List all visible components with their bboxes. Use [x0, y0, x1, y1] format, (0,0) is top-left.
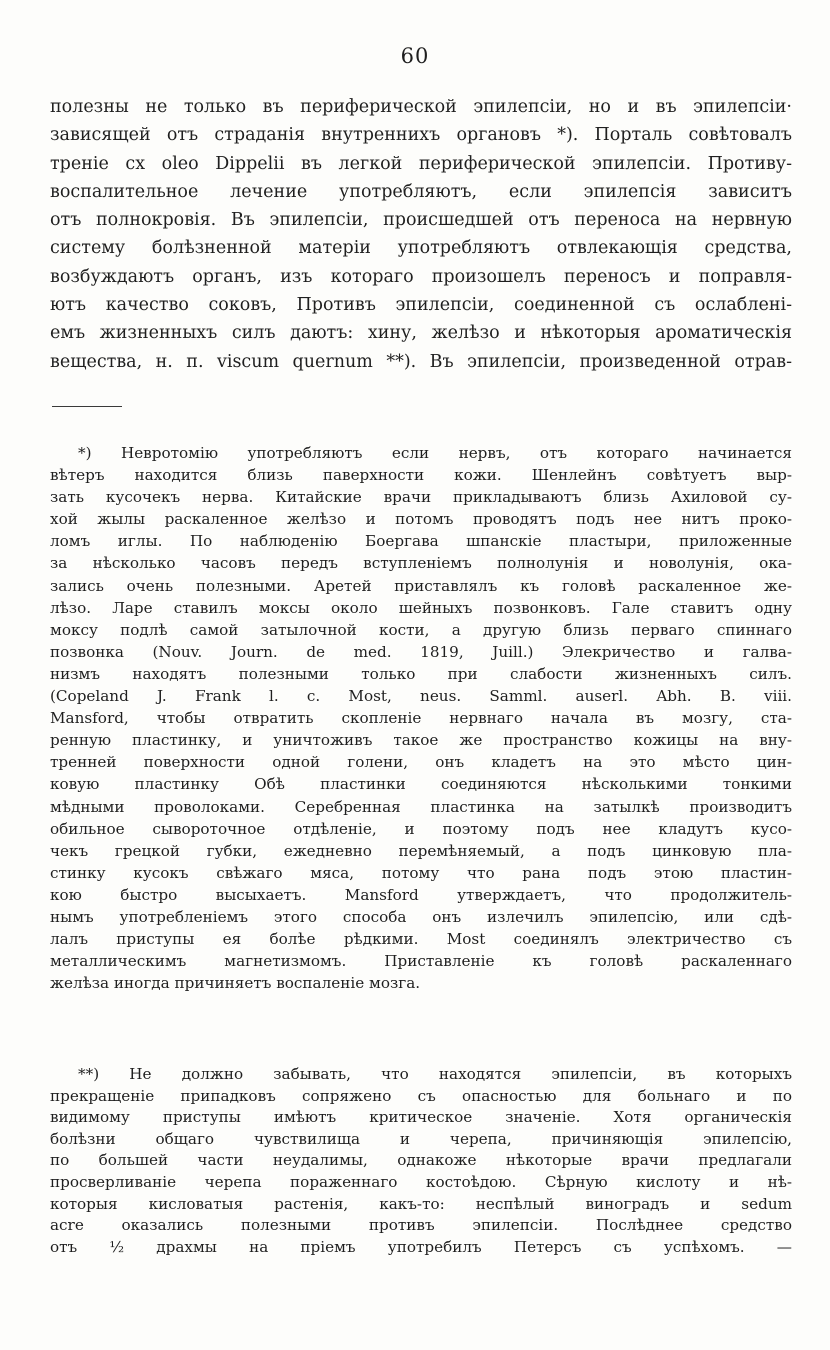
footnote-separator [52, 406, 122, 407]
footnote-line: тренней поверхности одной голени, онъ кладетъ на это мѣсто цин- [50, 753, 792, 772]
footnote-1 [50, 442, 792, 994]
footnote-line: **) Не должно забывать, что находятся эпилепсіи, въ которыхъ [78, 1065, 792, 1083]
footnote-line: хой жылы раскаленное желѣзо и потомъ проводятъ подъ нее нитъ проко- [50, 510, 792, 529]
footnote-line: отъ ½ драхмы на пріемъ употребилъ Петерсъ съ успѣхомъ. — [50, 1237, 792, 1256]
main-text-line: воспалительное лечение употребляютъ, если эпилепсія зависитъ [50, 181, 792, 202]
main-text-line: треніе сх oleo Dippelii въ легкой периферической эпилепсіи. Противу- [50, 153, 792, 174]
footnote-line: (Copeland J. Frank l. c. Most, neus. Samml. auserl. Abh. B. viii. [50, 687, 792, 706]
main-text-line: вещества, н. п. viscum quernum **). Въ эпилепсіи, произведенной отрав- [50, 351, 792, 372]
page-number: 60 [400, 44, 430, 68]
main-text-line: систему болѣзненной матеріи употребляютъ отвлекающія средства, [50, 238, 792, 259]
footnote-line: желѣза иногда причиняетъ воспаленіе мозга. [50, 974, 421, 993]
footnote-line: прекращеніе припадковъ сопряжено съ опасностью для больнаго и по [50, 1086, 792, 1105]
footnote-line: лалъ приступы ея болѣе рѣдкими. Most соединялъ электричество съ [50, 930, 792, 949]
footnote-line: которыя кисловатыя растенія, какъ-то: неспѣлый виноградъ и sedum [50, 1194, 792, 1213]
main-text-line: полезны не только въ периферической эпилепсіи, но и въ эпилепсіи· [50, 97, 792, 117]
footnote-line: за нѣсколько часовъ передъ вступленіемъ полнолунія и новолунія, ока- [50, 554, 792, 573]
footnote-line: ломъ иглы. По наблюденію Боергава шпанскіе пластыри, приложенные [50, 532, 792, 551]
footnote-line: видимому приступы имѣютъ критическое значеніе. Хотя органическія [50, 1108, 792, 1127]
main-text-line: емъ жизненныхъ силъ даютъ: хину, желѣзо и нѣкоторыя ароматическія [50, 323, 792, 344]
footnote-line: позвонка (Nouv. Journ. de med. 1819, Juill.) Элекричество и галва- [50, 642, 792, 661]
main-text-line: возбуждаютъ органъ, изъ котораго произошелъ переносъ и поправля- [50, 266, 792, 287]
footnote-line: стинку кусокъ свѣжаго мяса, потому что рана подъ этою пластин- [50, 863, 792, 882]
footnote-line: моксу подлѣ самой затылочной кости, а другую близь перваго спиннаго [50, 620, 792, 639]
footnote-line: зались очень полезными. Аретей приставлялъ къ головѣ раскаленное же- [50, 576, 792, 595]
footnote-line: нымъ употребленіемъ этого способа онъ излечилъ эпилепсію, или сдѣ- [50, 907, 792, 926]
footnote-line: болѣзни общаго чувствилища и черепа, причиняющія эпилепсію, [50, 1129, 792, 1148]
footnote-line: чекъ грецкой губки, ежедневно перемѣняемый, а подъ цинковую пла- [50, 841, 792, 860]
footnote-line: ренную пластинку, и уничтоживъ такое же пространство кожицы на вну- [50, 731, 792, 750]
main-text [50, 93, 792, 376]
main-text-line: ютъ качество соковъ, Противъ эпилепсіи, соединенной съ ослабленi- [50, 295, 792, 316]
footnote-line: мѣдными проволоками. Серебренная пластинка на затылкѣ производитъ [50, 797, 792, 816]
footnote-line: вѣтеръ находится близь паверхности кожи. Шенлейнъ совѣтуетъ выр- [50, 466, 792, 485]
footnote-line: acre оказались полезными противъ эпилепсіи. Послѣднее средство [50, 1216, 792, 1235]
footnote-line: ковую пластинку Обѣ пластинки соединяются нѣсколькими тонкими [50, 775, 792, 794]
footnote-line: лѣзо. Ларе ставилъ моксы около шейныхъ позвонковъ. Гале ставитъ одну [50, 598, 792, 617]
footnote-line: низмъ находятъ полезными только при слабости жизненныхъ силъ. [50, 664, 792, 683]
main-text-line: зависящей отъ страданія внутреннихъ органовъ *). Порталь совѣтовалъ [50, 125, 792, 146]
footnote-line: зать кусочекъ нерва. Китайские врачи прикладываютъ близь Ахиловой су- [50, 488, 792, 507]
footnote-line: *) Невротомію употребляютъ если нервъ, отъ котораго начинается [78, 444, 792, 462]
footnote-line: металлическимъ магнетизмомъ. Приставленіе къ головѣ раскаленнаго [50, 952, 792, 971]
footnote-line: обильное сывороточное отдѣленіе, и поэтому подъ нее кладутъ кусо- [50, 819, 792, 838]
footnote-line: просверливаніе черепа пораженнаго костоѣдою. Сѣрную кислоту и нѣ- [50, 1172, 792, 1191]
footnote-line: Mansford, чтобы отвратить скопленіе нервнаго начала въ мозгу, ста- [50, 709, 792, 728]
main-text-line: отъ полнокровія. Въ эпилепсіи, происшедшей отъ переноса на нервную [50, 210, 792, 231]
footnote-line: по большей части неудалимы, однакоже нѣкоторые врачи предлагали [50, 1151, 792, 1170]
footnote-2 [50, 1064, 792, 1258]
footnote-line: кою быстро высыхаетъ. Mansford утверждаетъ, что продолжитель- [50, 885, 792, 904]
